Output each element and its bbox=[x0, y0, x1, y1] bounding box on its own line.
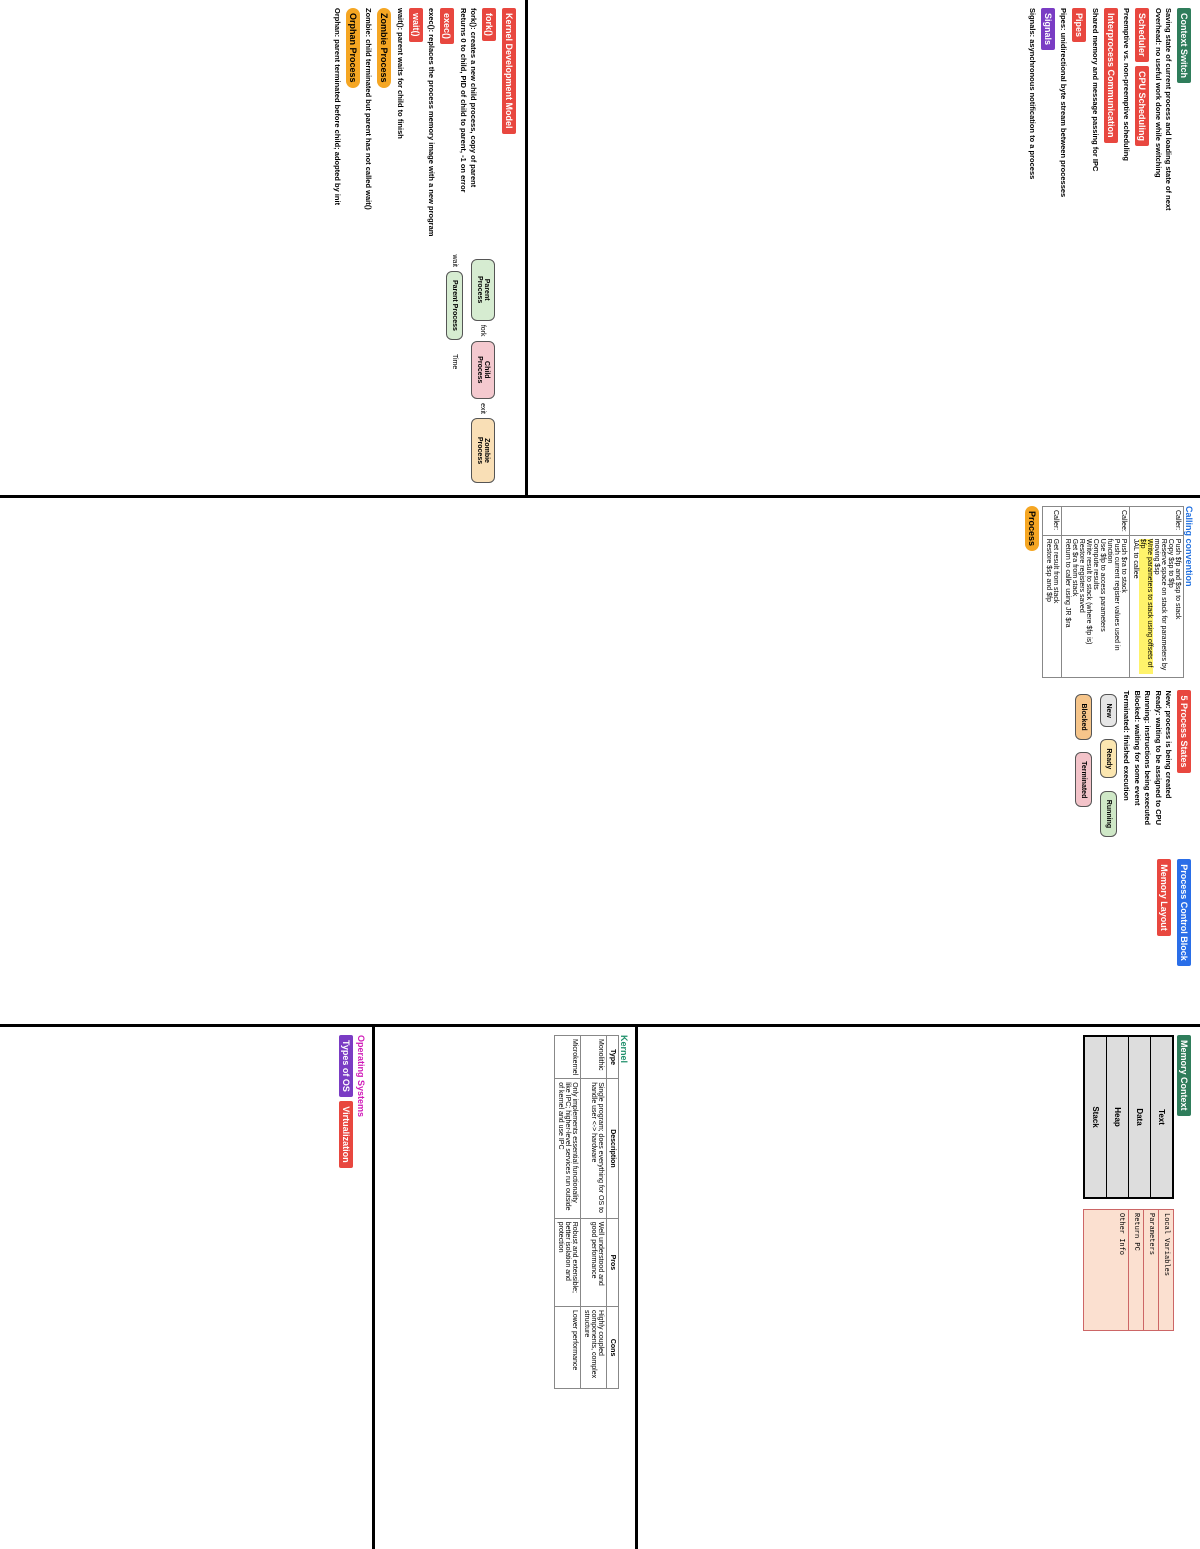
ipc-line: Shared memory and message passing for IPC bbox=[1090, 8, 1100, 172]
header-cell: Cons bbox=[607, 1307, 619, 1389]
header-cell: Description bbox=[607, 1079, 619, 1219]
state-line: Ready: waiting to be assigned to CPU bbox=[1153, 690, 1163, 826]
exec-line: exec(): replaces the process memory image with a new program bbox=[427, 8, 437, 237]
state-line: Terminated: finished execution bbox=[1122, 690, 1132, 801]
state-new: New bbox=[1100, 694, 1117, 726]
state-running: Running bbox=[1100, 791, 1117, 837]
pipes-line: Pipes: unidirectional byte stream between processes bbox=[1059, 8, 1069, 198]
pipes-tag: Pipes bbox=[1073, 8, 1087, 42]
step: Push current register values used in function bbox=[1106, 538, 1120, 651]
role-cell: Callee: bbox=[1062, 507, 1130, 536]
process-states-tag: 5 Process States bbox=[1177, 690, 1191, 772]
cell: Well understood and good performance bbox=[581, 1218, 607, 1306]
step: Write parameters to stack using offsets of $fp bbox=[1139, 539, 1153, 675]
state-blocked: Blocked bbox=[1075, 694, 1092, 739]
header-cell: Pros bbox=[607, 1218, 619, 1306]
memory-blocks bbox=[1083, 1035, 1174, 1199]
scheduling-line: Preemptive vs. non-preemptive scheduling bbox=[1122, 8, 1132, 161]
cell: Only implements essential functionality like IPC; higher-level services run outside of kernel and use IPC bbox=[555, 1079, 581, 1219]
diagram-zombie: Zombie Process bbox=[471, 418, 495, 483]
cell: Microkernel bbox=[555, 1036, 581, 1079]
fork-diagram bbox=[332, 255, 499, 488]
table-row bbox=[1062, 507, 1130, 678]
step: Restore registers saved bbox=[1078, 538, 1085, 613]
diagram-parent-2: Parent Process bbox=[446, 271, 463, 340]
wait-tag: wait() bbox=[409, 8, 423, 42]
step: JAL to callee bbox=[1132, 538, 1139, 579]
panel-kernel-types bbox=[375, 1027, 635, 1549]
context-line-2: Overhead: no useful work done while switching bbox=[1153, 8, 1163, 178]
step: Use $fp to access parameters bbox=[1099, 538, 1106, 632]
virtualization-tag: Virtualization bbox=[339, 1101, 353, 1167]
step: Reserve space on stack for parameters by moving $sp bbox=[1153, 538, 1167, 671]
state-ready: Ready bbox=[1100, 739, 1117, 778]
step: Push $fp and $sp to stack bbox=[1174, 538, 1181, 620]
frame-other: Other Info bbox=[1117, 1213, 1125, 1256]
panel-os-types bbox=[0, 1027, 372, 1549]
diagram-child: Child Process bbox=[471, 341, 495, 400]
kernel-table bbox=[554, 1035, 619, 1389]
step: Write result to stack (where $fp is) bbox=[1085, 538, 1092, 645]
panel-process-creation bbox=[0, 0, 525, 495]
kernel-model-tag: Kernel Development Model bbox=[502, 8, 516, 134]
frame-params: Parameters bbox=[1143, 1210, 1158, 1330]
zombie-tag: Zombie Process bbox=[378, 8, 392, 88]
memory-context-tag: Memory Context bbox=[1177, 1035, 1191, 1116]
pcb-tag: Process Control Block bbox=[1177, 859, 1191, 966]
fork-line-2: Returns 0 to child, PID of child to parent, -1 on error bbox=[458, 8, 468, 193]
role-cell: Caller: bbox=[1130, 507, 1184, 536]
context-line-1: Saving state of current process and loading state of next bbox=[1164, 8, 1173, 211]
process-tag: Process bbox=[1025, 506, 1039, 551]
orphan-line: Orphan: parent terminated before child; adopted by init bbox=[333, 8, 343, 206]
orphan-tag: Orphan Process bbox=[346, 8, 360, 88]
os-heading: Operating Systems bbox=[356, 1035, 366, 1118]
scheduler-tag: Scheduler bbox=[1135, 8, 1149, 62]
stack-frame bbox=[1083, 1209, 1174, 1331]
step: Return to caller using JR $ra bbox=[1064, 538, 1071, 628]
state-line: New: process is being created bbox=[1164, 690, 1173, 799]
state-terminated: Terminated bbox=[1075, 752, 1092, 807]
os-types-tag: Types of OS bbox=[339, 1035, 353, 1097]
signals-line: Signals: asynchronous notification to a process bbox=[1028, 8, 1038, 180]
step: Restore $sp and $fp bbox=[1045, 538, 1052, 602]
diagram-fork-label: fork bbox=[479, 324, 487, 337]
state-diagram bbox=[1071, 690, 1121, 847]
table-row bbox=[1043, 507, 1062, 678]
step: Get $ra from stack bbox=[1071, 538, 1078, 597]
kernel-heading: Kernel bbox=[619, 1035, 629, 1064]
cpu-scheduling-tag: CPU Scheduling bbox=[1135, 66, 1149, 146]
panel-scheduling bbox=[528, 0, 1200, 495]
calling-convention-heading: Calling convention bbox=[1184, 506, 1194, 587]
role-cell: Caller: bbox=[1043, 507, 1062, 536]
frame-return: Return PC bbox=[1128, 1210, 1143, 1330]
mem-data: Data bbox=[1128, 1037, 1150, 1197]
cell: Monolithic bbox=[581, 1036, 607, 1079]
frame-locals: Local Variables bbox=[1158, 1210, 1173, 1330]
step: Push $ra to stack bbox=[1120, 538, 1127, 593]
table-header bbox=[607, 1036, 619, 1389]
zombie-line: Zombie: child terminated but parent has not called wait() bbox=[364, 8, 374, 210]
state-line: Blocked: waiting for some event bbox=[1132, 690, 1142, 806]
diagram-wait-label: wait bbox=[451, 254, 458, 267]
ipc-tag: Interprocess Communication bbox=[1104, 8, 1118, 143]
diagram-time-label: Time bbox=[451, 353, 458, 370]
memory-layout-tag: Memory Layout bbox=[1157, 859, 1171, 936]
diagram-exit-label: exit bbox=[479, 403, 487, 414]
header-cell: Type bbox=[607, 1036, 619, 1079]
signals-tag: Signals bbox=[1041, 8, 1055, 50]
cell: Single program; does everything for OS to handle user <-> hardware bbox=[581, 1079, 607, 1219]
step: Compute results bbox=[1092, 538, 1099, 590]
panel-calling-convention bbox=[0, 498, 1200, 1024]
table-row bbox=[555, 1036, 581, 1389]
context-switch-tag: Context Switch bbox=[1177, 8, 1191, 83]
table-row bbox=[1130, 507, 1184, 678]
mem-text: Text bbox=[1150, 1037, 1172, 1197]
panel-memory-context bbox=[638, 1027, 1200, 1549]
exec-tag: exec() bbox=[440, 8, 454, 44]
cell: Highly coupled components, complex structure bbox=[581, 1307, 607, 1389]
step: Copy $sp to $fp bbox=[1167, 538, 1174, 588]
diagram-parent-1: Parent Process bbox=[471, 259, 495, 321]
fork-tag: fork() bbox=[482, 8, 496, 41]
cell: Robust and extensible; better isolation and protection bbox=[555, 1218, 581, 1306]
state-line: Running: instructions being executed bbox=[1143, 690, 1153, 826]
mem-heap: Heap bbox=[1106, 1037, 1128, 1197]
fork-line-1: fork(): creates a new child process, copy of parent bbox=[469, 8, 478, 188]
table-row bbox=[581, 1036, 607, 1389]
mem-stack: Stack bbox=[1085, 1037, 1106, 1197]
step: Get result from stack bbox=[1052, 538, 1059, 604]
calling-table bbox=[1042, 506, 1184, 678]
wait-line: wait(): parent waits for child to finish bbox=[395, 8, 405, 139]
cell: Lower performance bbox=[555, 1307, 581, 1389]
